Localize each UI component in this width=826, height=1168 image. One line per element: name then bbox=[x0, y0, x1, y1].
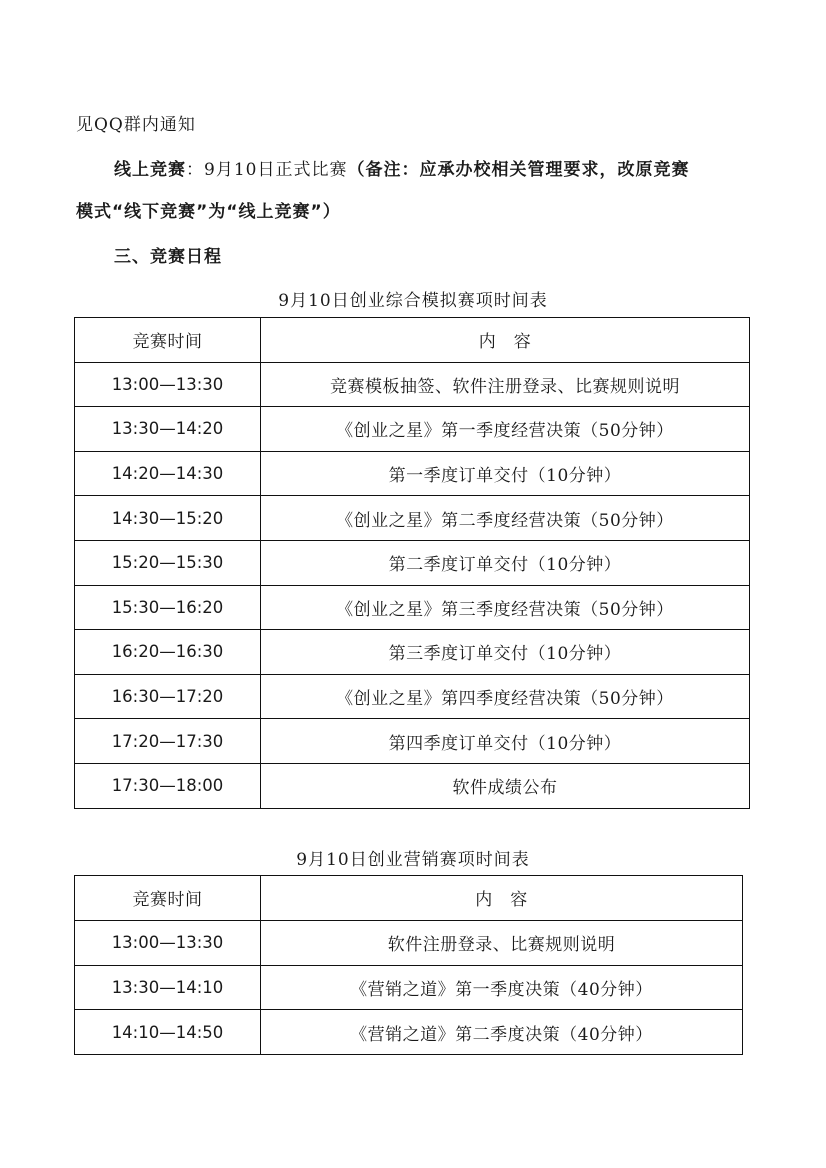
table-row bbox=[75, 630, 750, 675]
table-row bbox=[75, 585, 750, 630]
time-cell: 15:30—16:20 bbox=[75, 585, 261, 630]
table-row bbox=[75, 496, 750, 541]
header-content: 内 容 bbox=[261, 318, 750, 363]
content-cell: 《创业之星》第四季度经营决策（50分钟） bbox=[261, 674, 750, 719]
header-content: 内 容 bbox=[261, 876, 743, 921]
content-cell: 第三季度订单交付（10分钟） bbox=[261, 630, 750, 675]
online-text: 9月10日正式比赛 bbox=[204, 160, 348, 180]
header-time: 竞赛时间 bbox=[75, 318, 261, 363]
content-cell: 《创业之星》第二季度经营决策（50分钟） bbox=[261, 496, 750, 541]
time-cell: 13:30—14:10 bbox=[75, 965, 261, 1010]
table1-title: 9月10日创业综合模拟赛项时间表 bbox=[278, 291, 548, 311]
online-colon: ： bbox=[186, 160, 204, 180]
table-row bbox=[75, 719, 750, 764]
online-label: 线上竞赛 bbox=[114, 160, 186, 180]
table2-title: 9月10日创业营销赛项时间表 bbox=[296, 850, 530, 870]
content-cell: 软件注册登录、比赛规则说明 bbox=[261, 920, 743, 965]
table-header-row bbox=[75, 876, 743, 921]
table-row bbox=[75, 540, 750, 585]
online-note-part1: （备注：应承办校相关管理要求，改原竞赛 bbox=[347, 160, 690, 180]
content-cell: 第二季度订单交付（10分钟） bbox=[261, 540, 750, 585]
section-heading: 三、竞赛日程 bbox=[114, 247, 222, 267]
time-cell: 16:30—17:20 bbox=[75, 674, 261, 719]
content-cell: 竞赛模板抽签、软件注册登录、比赛规则说明 bbox=[261, 362, 750, 407]
content-cell: 《创业之星》第一季度经营决策（50分钟） bbox=[261, 407, 750, 452]
content-cell: 《营销之道》第二季度决策（40分钟） bbox=[261, 1010, 743, 1055]
time-cell: 13:00—13:30 bbox=[75, 920, 261, 965]
table-row bbox=[75, 674, 750, 719]
time-cell: 15:20—15:30 bbox=[75, 540, 261, 585]
table-row bbox=[75, 965, 743, 1010]
content-cell: 第一季度订单交付（10分钟） bbox=[261, 451, 750, 496]
online-competition-line bbox=[114, 155, 689, 180]
content-cell: 《创业之星》第三季度经营决策（50分钟） bbox=[261, 585, 750, 630]
time-cell: 17:30—18:00 bbox=[75, 763, 261, 808]
online-note-part2: 模式“线下竞赛”为“线上竞赛”） bbox=[76, 202, 341, 222]
table-row bbox=[75, 407, 750, 452]
time-cell: 13:00—13:30 bbox=[75, 362, 261, 407]
content-cell: 软件成绩公布 bbox=[261, 763, 750, 808]
time-cell: 14:10—14:50 bbox=[75, 1010, 261, 1055]
table-row bbox=[75, 362, 750, 407]
schedule-table-marketing bbox=[74, 875, 743, 1055]
time-cell: 14:20—14:30 bbox=[75, 451, 261, 496]
content-cell: 《营销之道》第一季度决策（40分钟） bbox=[261, 965, 743, 1010]
header-time: 竞赛时间 bbox=[75, 876, 261, 921]
schedule-table-comprehensive bbox=[74, 317, 750, 809]
time-cell: 16:20—16:30 bbox=[75, 630, 261, 675]
table-row bbox=[75, 1010, 743, 1055]
table-row bbox=[75, 763, 750, 808]
time-cell: 14:30—15:20 bbox=[75, 496, 261, 541]
content-cell: 第四季度订单交付（10分钟） bbox=[261, 719, 750, 764]
table-row bbox=[75, 920, 743, 965]
time-cell: 17:20—17:30 bbox=[75, 719, 261, 764]
intro-line: 见QQ群内通知 bbox=[76, 115, 196, 135]
table-row bbox=[75, 451, 750, 496]
table-header-row bbox=[75, 318, 750, 363]
time-cell: 13:30—14:20 bbox=[75, 407, 261, 452]
